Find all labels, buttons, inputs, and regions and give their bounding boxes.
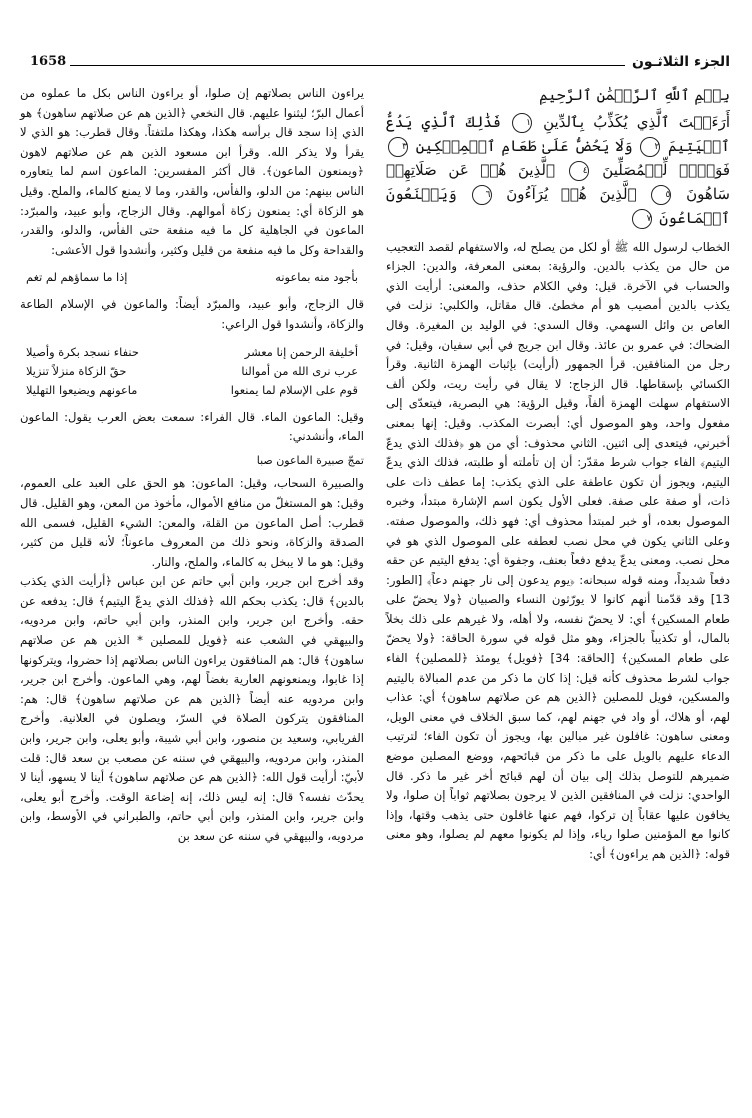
left-column: [20, 84, 364, 847]
ayah-text: فَذَٰلِكَ ٱلَّذِي يَدُعُّ ٱلۡيَتِيمَ: [386, 112, 730, 155]
poem-verse: [20, 343, 364, 362]
right-column: [386, 84, 730, 865]
ayah-text: أَرَءَيۡتَ ٱلَّذِي يُكَذِّبُ بِٱلدِّينِ: [543, 112, 730, 131]
tafsir-paragraph: وقد أخرج ابن جرير، وابن أبي حاتم عن ابن عباس ﴿أرأيت الذي يكذب بالدين﴾ قال: يكذب بحكم الله ﴿فذلك الذي يدعّ اليتيم﴾ قال: يدفعه عن حقه. وأخرج ابن جرير، وابن المنذر، وابن أبي حاتم، وابن مردويه، والبيهقي في الشعب عنه ﴿فويل للمصلين * الذين هم عن صلاتهم ساهون﴾ قال: هم المنافقون يراءون الناس بصلاتهم إذا حضروا، ويتركونها إذا غابوا، ويمنعونهم العارية بغضاً لهم، وهي الماعون. وأخرج ابن جرير، وابن مردويه عنه أيضاً ﴿الذين هم عن صلاتهم ساهون﴾ قال: هم: المنافقون يتركون الصلاة في السرّ، ويصلون في العلانية. وأخرج الفريابي، وسعيد بن منصور، وابن أبي شيبة، وأبو يعلى، وابن جرير، وابن المنذر، وابن مردويه، والبيهقي في سننه عن مصعب بن سعد قال: قلت لأبيّ: أرأيت قول الله: ﴿الذين هم عن صلاتهم ساهون﴾ أينا لا يسهو، أينا لا يحدّث نفسه؟ قال: إنه ليس ذلك، إنه إضاعة الوقت. وأخرج أبو يعلى، وابن جرير، وابن المنذر، وابن أبي حاتم، والطبراني في الأوسط، وابن مردويه، والبيهقي في سننه عن سعد بن: [20, 574, 364, 843]
page-number: 1658: [30, 54, 67, 69]
quran-verses: [386, 110, 730, 230]
ayah-number-marker: ٣: [388, 137, 408, 157]
poem-verse: [20, 381, 364, 400]
ayah-number-marker: ٥: [651, 185, 671, 205]
half-verse: تمجّ صبيرة الماعون صبا: [256, 453, 364, 467]
tafsir-paragraph: وقيل: الماعون الماء. قال الفراء: سمعت بعض العرب يقول: الماعون الماء، وأنشدني:: [20, 409, 364, 444]
hemistich-first: قوم على الإسلام لما يمنعوا: [230, 382, 358, 397]
hemistich-second: حقّ الزكاة منزلاً تنزيلا: [26, 363, 127, 378]
header-rule: [70, 65, 625, 66]
hemistich-first: بأجود منه بماعونه: [275, 270, 358, 285]
hemistich-second: حنفاء نسجد بكرة وأصيلا: [26, 344, 139, 359]
ayah-text: ٱلَّذِينَ هُمۡ يُرَآءُونَ: [506, 184, 637, 203]
basmala: بِسۡمِ ٱللَّهِ ٱلرَّحۡمَٰنِ ٱلرَّحِيمِ: [539, 86, 730, 104]
ayah-text: فَوَيۡلٞ لِّلۡمُصَلِّينَ: [602, 160, 731, 179]
poem-al-rai: [20, 343, 364, 400]
poem-al-asha: [20, 268, 364, 287]
hemistich-first: أخليفة الرحمن إنا معشر: [244, 344, 358, 359]
tafsir-paragraph: الخطاب لرسول الله ﷺ أو لكل من يصلح له، والاستفهام لقصد التعجيب من حال من يكذب بالدين. والرؤية: بمعنى المعرفة، والدين: الجزاء والحساب في الآخرة. قيل: وفي الكلام حذف، والمعنى: أرأيت الذي يكذب بالدين أمصيب هو أم مخطئ. قال مقاتل، والكلبي: نزلت في العاص بن وائل السهمي. وقال السدي: في الوليد بن المغيرة. وقال الضحاك: في عمرو بن عائذ. وقال ابن جريج في أبي سفيان، وقيل: في رجل من المنافقين. قرأ الجمهور (أرأيت) بإثبات الهمزة الثانية. وقرأ الكسائي بإسقاطها. قال الزجاج: لا يقال في رأيت ريت، ولكن ألف الاستفهام سهلت الهمزة ألفاً، وقيل الرؤية: هي البصرية، فيتعدّى إلى مفعول واحد، وهو الموصول أي: أبصرت المكذب. وقيل: إنها بمعنى أخبرني، فيتعدى إلى اثنين. الثاني محذوف: أي من هو ﴿فذلك الذي يدعّ اليتيم﴾ الفاء جواب شرط مقدّر: أن إن تأملته أو طلبته، فذلك الذي يدعّ اليتيم، ويجوز أن تكون عاطفة على الذي يكذب: إما عطف ذات على ذات، أو صفة على صفة. فعلى الأول يكون اسم الإشارة مبتدأ، وخبره الموصول بعده، أو خبر لمبتدأ محذوف أي: فهو ذلك، والموصول صفته. وعلى الثاني يكون في محل نصب لعطفه على الموصول الذي هو في محل نصب. ومعنى يدعّ يدفع دفعاً بعنف، وجفوة أي: يدفع اليتيم عن حقه دفعاً شديداً، ومنه قوله سبحانه: ﴿يوم يدعون إلى نار جهنم دعاً﴾ [الطور: 13] وقد قدّمنا أنهم كانوا لا يورّثون النساء والصبيان ﴿ولا يحضّ على طعام المسكين﴾ أي: لا يحضّ نفسه، ولا أهله، ولا غيرهم على ذلك بخلاً بالمال، أو تكذيباً بالجزاء، وهو مثل قوله في سورة الحاقة: ﴿ولا يحضّ على طعام المسكين﴾ [الحاقة: 34] ﴿فويل﴾ يومئذ ﴿للمصلين﴾ الفاء جواب لشرط محذوف كأنه قيل: إذا كان ما ذكر من عدم المبالاة باليتيم والمسكين، فويل للمصلين ﴿الذين هم عن صلاتهم ساهون﴾ أي: عذاب لهم، أو هلاك، أو واد في جهنم لهم، كما سبق الخلاف في معنى الويل، ومعنى ساهون: غافلون غير مبالين بها، ويجوز أن تكون الفاء؛ لترتيب الدعاء عليهم بالويل على ما ذكر من قبائحهم، ووضع المصلين موضع ضميرهم للتوصل بذلك إلى بيان أن لهم قبائح أخر غير ما ذكر. قال الواحدي: نزلت في المنافقين الذين لا يرجون بصلاتهم ثواباً إن صلوا، ولا يخافون عليها عقاباً إن تركوا، فهم عنها غافلون حتى يذهب وقتها، وإذا كانوا مع المؤمنين صلوا رياء، وإذا لم يكونوا معهم لم يصلوا، وهو معنى قوله: ﴿الذين هم يراءون﴾ أي:: [386, 239, 730, 861]
ayah-text: وَلَا يَحُضُّ عَلَىٰ طَعَامِ ٱلۡمِسۡكِينِ: [415, 136, 633, 155]
ayah-number-marker: ٧: [632, 209, 652, 229]
tafsir-paragraph: يراءون الناس بصلاتهم إن صلوا، أو يراءون الناس بكل ما عملوه من أعمال البرّ؛ ليثنوا عليهم. قال النخعي ﴿الذين هم عن صلاتهم ساهون﴾ هو الذي إذا سجد قال برأسه هكذا، وهكذا ملتفتاً. وقال قطرب: هو الذي لا يقرأ ولا يذكر الله. وقرأ ابن مسعود الذين هم عن صلاتهم لاهون ﴿ويمنعون الماعون﴾. قال أكثر المفسرين: الماعون اسم لما يتعاوره الناس بينهم: من الدلو، والفأس، والقدر، وما لا يمنع كالماء، والملح. وقيل هو الزكاة أي: يمنعون زكاة أموالهم. وقال الزجاج، وأبو عبيد، والمبرّد: الماعون في الجاهلية كل ما فيه منفعة حتى الفأس، والدلو، والقدر، والقداحة وكل ما فيه منفعة من قليل وكثير، وأنشدوا قول الأعشى:: [20, 86, 364, 257]
hemistich-second: ماعونهم ويضيعوا التهليلا: [26, 382, 138, 397]
ayah-number-marker: ٤: [569, 161, 589, 181]
ayah-text: ٱلَّذِينَ هُمۡ عَن صَلَاتِهِمۡ سَاهُونَ: [386, 160, 730, 203]
tafsir-paragraph: قال الزجاج، وأبو عبيد، والمبرّد أيضاً: والماعون في الإسلام الطاعة والزكاة، وأنشدوا قول الراعي:: [20, 297, 364, 331]
ayah-number-marker: ١: [512, 113, 532, 133]
header-title: الجزء الثلاثـون: [631, 54, 730, 70]
poem-verse: [20, 362, 364, 381]
ayah-text: وَيَمۡنَعُونَ ٱلۡمَاعُونَ: [386, 184, 730, 227]
running-header: [30, 54, 730, 74]
poem-verse: [20, 268, 364, 287]
ayah-number-marker: ٦: [472, 185, 492, 205]
hemistich-first: عرب نرى الله من أموالنا: [241, 363, 358, 378]
tafsir-paragraph: والصبيرة السحاب، وقيل: الماعون: هو الحق على العبد على العموم، وقيل: هو المستغلّ من منافع الأموال، مأخوذ من المعن، وهو القليل. قال قطرب: أصل الماعون من القلة، والمعن: الشيء القليل، فسمى الله الصدقة والزكاة، ونحو ذلك من المعروف ماعوناً؛ لأنه قليل من كثير، وقيل: هو ما لا يبخل به كالماء، والملح، والنار.: [20, 476, 364, 569]
hemistich-second: إذا ما سماؤهم لم تغم: [26, 270, 128, 285]
ayah-number-marker: ٢: [640, 137, 660, 157]
